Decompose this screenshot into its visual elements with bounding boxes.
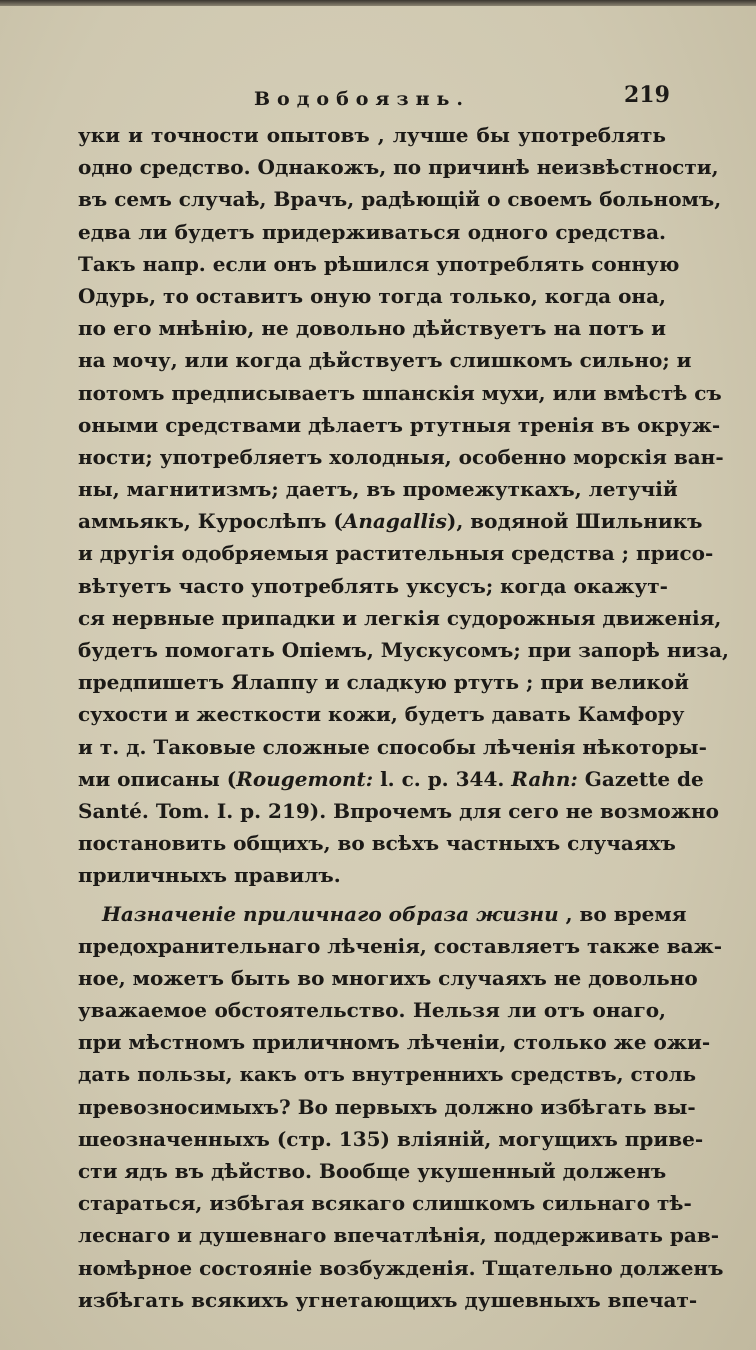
text-line: и другія одобряемыя растительныя средства ; присо- [78,541,714,566]
page-header [0,82,756,116]
text-line: на мочу, или когда дѣйствуетъ слишкомъ сильно; и [78,348,692,373]
text-fragment: , во время [558,901,687,926]
text-fragment: аммьякъ, Курослѣпъ ( [78,509,343,534]
text-line: ное, можетъ быть во многихъ случаяхъ не довольно [78,965,698,990]
text-line: постановить общихъ, во всѣхъ частныхъ случаяхъ [78,831,676,856]
text-fragment: ), водяной Шильникъ [446,509,703,534]
page-top-edge [0,0,756,6]
body-text [78,119,729,1316]
text-line: уки и точности опытовъ , лучше бы употреблять [78,123,666,147]
text-line: сти ядъ въ дѣйство. Вообще укушенный долженъ [78,1159,667,1183]
text-line: вѣтуетъ часто употреблять уксусъ; когда окажут- [78,573,668,598]
text-fragment: ми описаны ( [78,766,237,791]
text-line: дать пользы, какъ отъ внутреннихъ средствъ, столь [78,1062,697,1087]
reference-author: Rahn: [511,766,578,791]
text-line: Santé. Tom. I. p. 219). Впрочемъ для сего не возможно [78,798,719,823]
running-head: Водобоязнь. [254,88,470,110]
latin-plant-name: Anagallis [342,509,447,534]
text-line: леснаго и душевнаго впечатлѣнія, поддерживать рав- [78,1223,720,1248]
page-number: 219 [624,82,670,108]
text-line: въ семъ случаѣ, Врачъ, радѣющій о своемъ больномъ, [78,187,722,212]
paragraph-start [78,898,687,930]
text-line: при мѣстномъ приличномъ лѣченіи, столько же ожи- [78,1030,711,1055]
text-line: стараться, избѣгая всякаго слишкомъ сильнаго тѣ- [78,1191,692,1216]
text-line: приличныхъ правилъ. [78,863,341,888]
text-line: номѣрное состояніе возбужденія. Тщательно долженъ [78,1255,724,1280]
text-line: сухости и жесткости кожи, будетъ давать Камфору [78,702,685,727]
text-line: ности; употребляетъ холодныя, особенно морскія ван- [78,444,724,469]
text-fragment: Gazette de [577,766,704,791]
text-line: по его мнѣнію, не довольно дѣйствуетъ на потъ и [78,316,666,341]
text-line: превозносимыхъ? Во первыхъ должно избѣгать вы- [78,1094,696,1119]
text-line-latin-name [78,505,703,537]
text-line-references [78,763,704,795]
text-line: предпишетъ Ялаппу и сладкую ртуть ; при великой [78,670,689,695]
text-line: ны, магнитизмъ; даетъ, въ промежуткахъ, летучій [78,477,678,502]
text-line: будетъ помогать Опіемъ, Мускусомъ; при запорѣ низа, [78,638,729,662]
text-line: потомъ предписываетъ шпанскія мухи, или вмѣстѣ съ [78,380,722,405]
text-line: предохранительнаго лѣченія, составляетъ также важ- [78,933,723,958]
text-line: уважаемое обстоятельство. Нельзя ли отъ онаго, [78,998,666,1023]
text-line: Одурь, то оставитъ оную тогда только, когда она, [78,283,666,308]
text-line: Такъ напр. если онъ рѣшился употреблять сонную [78,251,680,276]
text-line: ся нервные припадки и легкія судорожныя движенія, [78,605,722,630]
text-line: оными средствами дѣлаетъ ртутныя тренія въ окруж- [78,412,721,437]
reference-author: Rougemont: [236,766,374,791]
italic-heading-phrase: Назначеніе приличнаго образа жизни [102,901,559,926]
text-line: шеозначенныхъ (стр. 135) вліяній, могущихъ приве- [78,1126,704,1151]
text-fragment: l. c. p. 344. [373,766,512,791]
text-line: едва ли будетъ придерживаться одного средства. [78,219,666,244]
text-line: избѣгать всякихъ угнетающихъ душевныхъ впечат- [78,1287,698,1312]
text-line: одно средство. Однакожъ, по причинѣ неизвѣстности, [78,155,719,180]
text-line: и т. д. Таковые сложные способы лѣченія нѣкоторы- [78,734,707,759]
